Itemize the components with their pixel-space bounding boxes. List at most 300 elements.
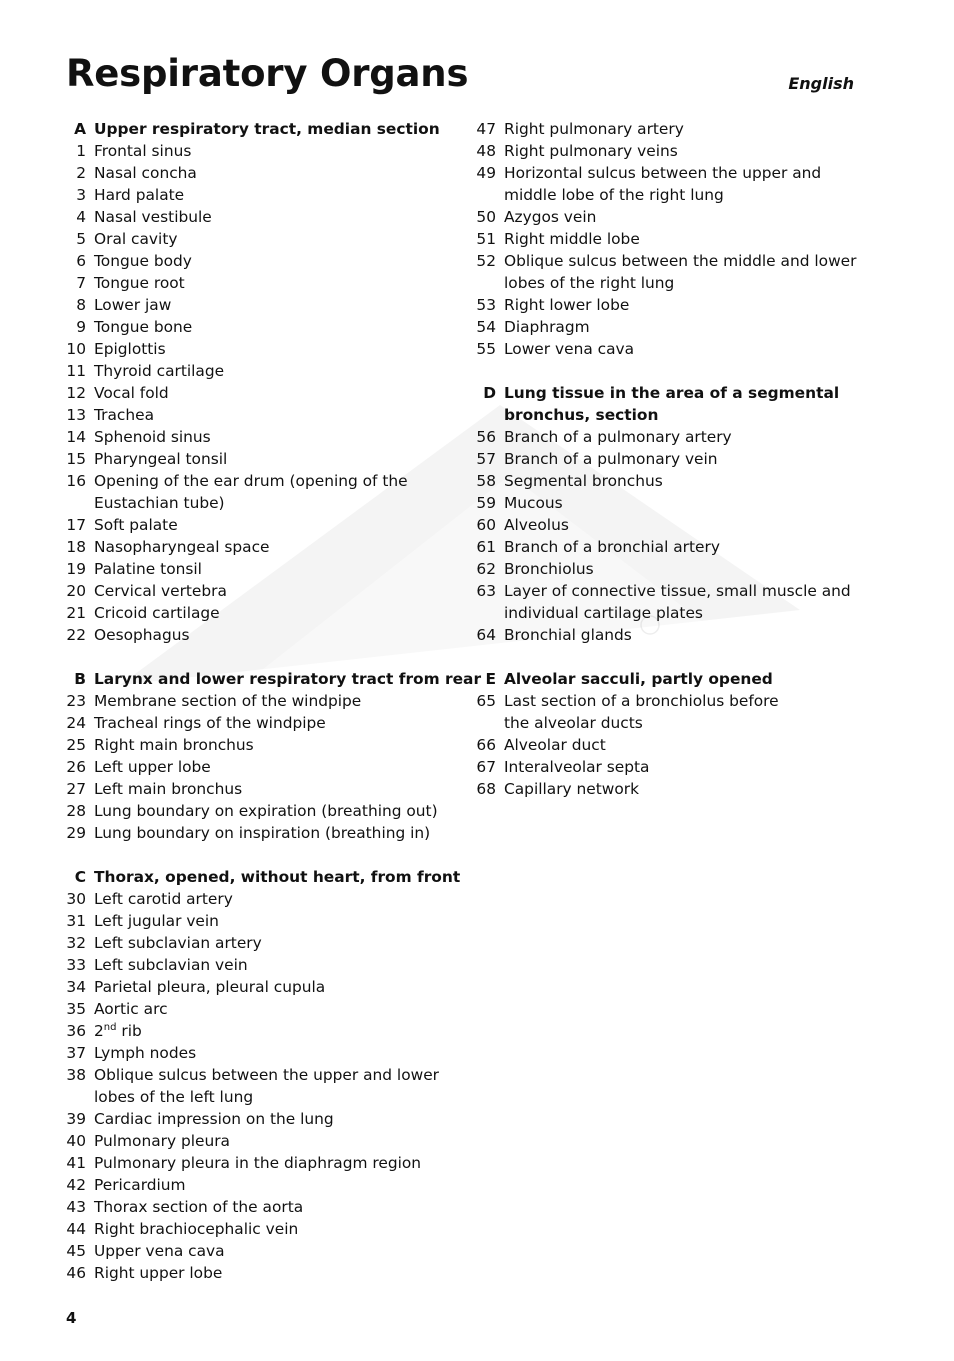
legend-item xyxy=(468,140,868,162)
ordinal-suffix: nd xyxy=(103,1022,117,1033)
item-label xyxy=(94,382,468,404)
label-text: Bronchial glands xyxy=(504,626,632,644)
label-text: Horizontal sulcus between the upper and xyxy=(504,164,822,182)
item-label xyxy=(94,448,468,470)
legend-item xyxy=(468,536,868,558)
label-text: Pharyngeal tonsil xyxy=(94,450,228,468)
label-text: Hard palate xyxy=(94,186,185,204)
legend-item xyxy=(468,426,868,448)
label-text: Right upper lobe xyxy=(94,1264,223,1282)
item-number: 42 xyxy=(66,1176,86,1194)
item-label xyxy=(94,712,468,734)
item-number: 33 xyxy=(66,956,86,974)
item-label xyxy=(94,272,468,294)
item-number: 28 xyxy=(66,802,86,820)
item-label xyxy=(94,734,468,756)
item-number: 63 xyxy=(476,582,496,600)
section-spacer xyxy=(468,360,868,382)
label-text: Nasopharyngeal space xyxy=(94,538,270,556)
legend-item xyxy=(58,470,468,492)
item-label xyxy=(94,184,468,206)
page-number: 4 xyxy=(66,1309,77,1327)
section-letter: A xyxy=(74,120,86,138)
item-label xyxy=(94,426,468,448)
label-text: Tracheal rings of the windpipe xyxy=(94,714,326,732)
legend-item xyxy=(58,800,468,822)
item-label xyxy=(504,426,868,448)
item-label xyxy=(504,690,868,712)
item-label xyxy=(94,888,468,910)
item-label xyxy=(504,778,868,800)
label-text: Mucous xyxy=(504,494,563,512)
item-label xyxy=(504,756,868,778)
legend-item xyxy=(58,448,468,470)
legend-item xyxy=(468,690,868,712)
legend-item xyxy=(468,492,868,514)
item-number: 50 xyxy=(476,208,496,226)
label-text-continued: rib xyxy=(116,1022,142,1040)
legend-item xyxy=(58,272,468,294)
section-letter xyxy=(468,404,504,426)
item-label xyxy=(94,998,468,1020)
label-text: Bronchiolus xyxy=(504,560,594,578)
item-number: 52 xyxy=(476,252,496,270)
item-number: 56 xyxy=(476,428,496,446)
label-text: Cardiac impression on the lung xyxy=(94,1110,334,1128)
item-number: 15 xyxy=(66,450,86,468)
legend-item xyxy=(58,1042,468,1064)
item-label xyxy=(94,1218,468,1240)
section-letter: C xyxy=(74,868,86,886)
item-number: 46 xyxy=(66,1264,86,1282)
legend-item xyxy=(58,316,468,338)
item-number: 4 xyxy=(76,208,86,226)
label-text: Right middle lobe xyxy=(504,230,640,248)
label-text: Right lower lobe xyxy=(504,296,630,314)
label-text: Alveolar duct xyxy=(504,736,606,754)
item-number: 2 xyxy=(76,164,86,182)
label-text: Right pulmonary veins xyxy=(504,142,678,160)
label-text: Branch of a pulmonary vein xyxy=(504,450,718,468)
item-number: 14 xyxy=(66,428,86,446)
item-label xyxy=(94,228,468,250)
section-title xyxy=(504,382,868,404)
item-label xyxy=(94,162,468,184)
item-number: 35 xyxy=(66,1000,86,1018)
item-number: 8 xyxy=(76,296,86,314)
item-number: 41 xyxy=(66,1154,86,1172)
label-text: Branch of a bronchial artery xyxy=(504,538,720,556)
label-text: Palatine tonsil xyxy=(94,560,202,578)
legend-item xyxy=(468,756,868,778)
label-text: Left upper lobe xyxy=(94,758,211,776)
label-text: Branch of a pulmonary artery xyxy=(504,428,732,446)
label-text: Azygos vein xyxy=(504,208,597,226)
label-text: lobes of the right lung xyxy=(504,274,675,292)
label-text: Upper vena cava xyxy=(94,1242,225,1260)
item-number xyxy=(468,602,504,624)
item-label xyxy=(94,778,468,800)
section-heading xyxy=(58,118,468,140)
label-text: Left carotid artery xyxy=(94,890,233,908)
item-label xyxy=(94,1020,468,1042)
legend-item xyxy=(58,294,468,316)
item-number: 45 xyxy=(66,1242,86,1260)
item-label xyxy=(94,514,468,536)
item-number: 17 xyxy=(66,516,86,534)
legend-item xyxy=(468,580,868,602)
section-spacer xyxy=(58,646,468,668)
item-label xyxy=(94,338,468,360)
label-text: Membrane section of the windpipe xyxy=(94,692,362,710)
label-text: Oral cavity xyxy=(94,230,178,248)
label-text: Eustachian tube) xyxy=(94,494,225,512)
legend-item xyxy=(58,888,468,910)
label-text: Aortic arc xyxy=(94,1000,168,1018)
item-number: 62 xyxy=(476,560,496,578)
item-number: 64 xyxy=(476,626,496,644)
legend-item xyxy=(468,316,868,338)
item-label xyxy=(504,602,868,624)
legend-item xyxy=(468,470,868,492)
item-number: 38 xyxy=(66,1066,86,1084)
label-text: Tongue body xyxy=(94,252,192,270)
item-number: 1 xyxy=(76,142,86,160)
legend-item xyxy=(468,712,868,734)
item-label xyxy=(504,272,868,294)
legend-item xyxy=(58,690,468,712)
item-label xyxy=(94,470,468,492)
item-number: 58 xyxy=(476,472,496,490)
item-label xyxy=(94,1130,468,1152)
label-text: Nasal vestibule xyxy=(94,208,212,226)
legend-item xyxy=(468,624,868,646)
label-text: Cricoid cartilage xyxy=(94,604,220,622)
item-label xyxy=(94,822,468,844)
item-label xyxy=(94,580,468,602)
item-number: 26 xyxy=(66,758,86,776)
item-number: 43 xyxy=(66,1198,86,1216)
item-label xyxy=(94,690,468,712)
item-label xyxy=(94,624,468,646)
item-label xyxy=(94,1108,468,1130)
item-label xyxy=(504,118,868,140)
label-text: Lung boundary on inspiration (breathing in) xyxy=(94,824,431,842)
legend-item xyxy=(58,602,468,624)
label-text: Right pulmonary artery xyxy=(504,120,684,138)
item-number xyxy=(468,272,504,294)
item-label xyxy=(504,580,868,602)
label-text: Capillary network xyxy=(504,780,640,798)
section-spacer xyxy=(468,646,868,668)
item-number: 55 xyxy=(476,340,496,358)
label-text: bronchus, section xyxy=(504,406,659,424)
legend-item xyxy=(58,734,468,756)
legend-item xyxy=(58,1130,468,1152)
label-text: Nasal concha xyxy=(94,164,197,182)
item-number: 40 xyxy=(66,1132,86,1150)
label-text: Larynx and lower respiratory tract from rear xyxy=(94,670,482,688)
legend-item xyxy=(58,162,468,184)
item-label xyxy=(94,558,468,580)
legend-item xyxy=(58,558,468,580)
legend-item xyxy=(58,228,468,250)
label-text: 2 xyxy=(94,1022,104,1040)
item-number: 53 xyxy=(476,296,496,314)
section-heading xyxy=(468,382,868,404)
label-text: Vocal fold xyxy=(94,384,169,402)
legend-item xyxy=(58,338,468,360)
section-heading xyxy=(58,668,482,690)
item-number: 11 xyxy=(66,362,86,380)
item-number: 54 xyxy=(476,318,496,336)
item-label xyxy=(94,250,468,272)
item-number: 60 xyxy=(476,516,496,534)
item-label xyxy=(94,140,468,162)
label-text: Upper respiratory tract, median section xyxy=(94,120,440,138)
language-label: English xyxy=(788,74,854,93)
legend-item xyxy=(58,778,468,800)
item-label xyxy=(504,734,868,756)
legend-item xyxy=(468,162,868,184)
label-text: Pulmonary pleura in the diaphragm region xyxy=(94,1154,422,1172)
label-text: Soft palate xyxy=(94,516,178,534)
label-text: Alveolus xyxy=(504,516,569,534)
legend-item xyxy=(58,360,468,382)
label-text: Last section of a bronchiolus before xyxy=(504,692,779,710)
item-number: 10 xyxy=(66,340,86,358)
item-number: 30 xyxy=(66,890,86,908)
section-letter: B xyxy=(74,670,86,688)
item-number: 31 xyxy=(66,912,86,930)
item-label xyxy=(504,624,868,646)
label-text: Interalveolar septa xyxy=(504,758,650,776)
legend-item xyxy=(58,492,468,514)
label-text: Thorax section of the aorta xyxy=(94,1198,304,1216)
legend-item xyxy=(58,1086,468,1108)
page-title: Respiratory Organs xyxy=(66,52,469,95)
item-label xyxy=(504,294,868,316)
item-number: 37 xyxy=(66,1044,86,1062)
legend-item xyxy=(468,118,868,140)
item-number: 44 xyxy=(66,1220,86,1238)
right-column xyxy=(468,118,868,800)
item-label xyxy=(94,954,468,976)
legend-item xyxy=(468,558,868,580)
item-label xyxy=(504,316,868,338)
item-label xyxy=(94,1064,468,1086)
item-number: 27 xyxy=(66,780,86,798)
item-number: 32 xyxy=(66,934,86,952)
label-text: middle lobe of the right lung xyxy=(504,186,724,204)
item-label xyxy=(504,140,868,162)
item-number: 19 xyxy=(66,560,86,578)
left-column xyxy=(58,118,482,1284)
section-letter: D xyxy=(483,384,496,402)
label-text: Sphenoid sinus xyxy=(94,428,211,446)
legend-item xyxy=(58,140,468,162)
legend-item xyxy=(468,184,868,206)
item-number: 29 xyxy=(66,824,86,842)
item-label xyxy=(94,800,468,822)
label-text: Right main bronchus xyxy=(94,736,254,754)
item-label xyxy=(504,250,868,272)
label-text: Lung boundary on expiration (breathing out) xyxy=(94,802,438,820)
item-label xyxy=(504,470,868,492)
item-number: 57 xyxy=(476,450,496,468)
legend-item xyxy=(468,448,868,470)
item-label xyxy=(504,206,868,228)
label-text: Lower jaw xyxy=(94,296,172,314)
label-text: Left main bronchus xyxy=(94,780,243,798)
label-text: Parietal pleura, pleural cupula xyxy=(94,978,326,996)
legend-item xyxy=(58,184,468,206)
legend-item xyxy=(58,580,468,602)
item-label xyxy=(94,1042,468,1064)
label-text: Oblique sulcus between the upper and lower xyxy=(94,1066,439,1084)
item-label xyxy=(504,514,868,536)
legend-item xyxy=(468,778,868,800)
label-text: Lung tissue in the area of a segmental xyxy=(504,384,840,402)
legend-item xyxy=(468,602,868,624)
legend-item xyxy=(58,1262,468,1284)
label-text: Cervical vertebra xyxy=(94,582,227,600)
item-number: 16 xyxy=(66,472,86,490)
legend-item xyxy=(468,514,868,536)
item-number: 24 xyxy=(66,714,86,732)
item-number: 34 xyxy=(66,978,86,996)
item-label xyxy=(94,206,468,228)
legend-item xyxy=(58,536,468,558)
label-text: Alveolar sacculi, partly opened xyxy=(504,670,773,688)
item-label xyxy=(94,1240,468,1262)
item-label xyxy=(94,756,468,778)
item-number: 6 xyxy=(76,252,86,270)
label-text: Thorax, opened, without heart, from front xyxy=(94,868,461,886)
item-label xyxy=(94,360,468,382)
item-label xyxy=(94,492,468,514)
item-number: 7 xyxy=(76,274,86,292)
legend-item xyxy=(468,206,868,228)
label-text: Opening of the ear drum (opening of the xyxy=(94,472,408,490)
legend-item xyxy=(468,338,868,360)
label-text: Pericardium xyxy=(94,1176,186,1194)
label-text: Segmental bronchus xyxy=(504,472,663,490)
label-text: Frontal sinus xyxy=(94,142,192,160)
legend-item xyxy=(58,382,468,404)
section-title xyxy=(94,118,468,140)
section-heading xyxy=(58,866,468,888)
legend-item xyxy=(468,294,868,316)
label-text: Diaphragm xyxy=(504,318,590,336)
label-text: lobes of the left lung xyxy=(94,1088,254,1106)
legend-item xyxy=(58,1020,468,1042)
item-label xyxy=(504,338,868,360)
legend-item xyxy=(58,250,468,272)
item-label xyxy=(504,536,868,558)
legend-item xyxy=(58,998,468,1020)
legend-item xyxy=(58,822,468,844)
item-number: 20 xyxy=(66,582,86,600)
item-number: 67 xyxy=(476,758,496,776)
item-number xyxy=(468,712,504,734)
label-text: individual cartilage plates xyxy=(504,604,703,622)
section-spacer xyxy=(58,844,468,866)
label-text: Epiglottis xyxy=(94,340,166,358)
section-heading xyxy=(468,404,868,426)
item-number: 39 xyxy=(66,1110,86,1128)
legend-item xyxy=(58,976,468,998)
item-number: 36 xyxy=(66,1022,86,1040)
item-number: 49 xyxy=(476,164,496,182)
item-number: 48 xyxy=(476,142,496,160)
legend-item xyxy=(58,624,468,646)
section-heading xyxy=(468,668,868,690)
item-number: 25 xyxy=(66,736,86,754)
label-text: Right brachiocephalic vein xyxy=(94,1220,299,1238)
item-number: 13 xyxy=(66,406,86,424)
item-number: 65 xyxy=(476,692,496,710)
section-title xyxy=(94,866,468,888)
legend-item xyxy=(58,1064,468,1086)
legend-item xyxy=(58,1108,468,1130)
legend-item xyxy=(58,1196,468,1218)
item-number: 59 xyxy=(476,494,496,512)
item-label xyxy=(94,1196,468,1218)
item-number: 61 xyxy=(476,538,496,556)
legend-item xyxy=(58,1240,468,1262)
label-text: Oesophagus xyxy=(94,626,190,644)
label-text: Pulmonary pleura xyxy=(94,1132,230,1150)
legend-item xyxy=(58,932,468,954)
item-label xyxy=(504,558,868,580)
item-number xyxy=(58,1086,94,1108)
item-label xyxy=(94,1262,468,1284)
item-label xyxy=(94,536,468,558)
label-text: Layer of connective tissue, small muscle and xyxy=(504,582,851,600)
item-label xyxy=(94,1086,468,1108)
legend-item xyxy=(58,954,468,976)
label-text: Lower vena cava xyxy=(504,340,635,358)
legend-item xyxy=(58,514,468,536)
section-title xyxy=(504,668,868,690)
section-title xyxy=(94,668,481,690)
item-label xyxy=(94,294,468,316)
item-label xyxy=(504,448,868,470)
label-text: Thyroid cartilage xyxy=(94,362,225,380)
label-text: Oblique sulcus between the middle and lower xyxy=(504,252,857,270)
item-label xyxy=(94,1152,468,1174)
item-number: 22 xyxy=(66,626,86,644)
legend-item xyxy=(468,228,868,250)
legend-item xyxy=(58,910,468,932)
item-label xyxy=(504,712,868,734)
item-label xyxy=(504,228,868,250)
label-text: the alveolar ducts xyxy=(504,714,643,732)
label-text: Trachea xyxy=(94,406,155,424)
item-number: 23 xyxy=(66,692,86,710)
item-number: 9 xyxy=(76,318,86,336)
legend-item xyxy=(58,404,468,426)
item-label xyxy=(504,162,868,184)
legend-item xyxy=(58,756,468,778)
legend-item xyxy=(468,734,868,756)
legend-item xyxy=(58,1152,468,1174)
label-text: Tongue bone xyxy=(94,318,193,336)
item-number: 21 xyxy=(66,604,86,622)
item-number: 5 xyxy=(76,230,86,248)
label-text: Lymph nodes xyxy=(94,1044,197,1062)
